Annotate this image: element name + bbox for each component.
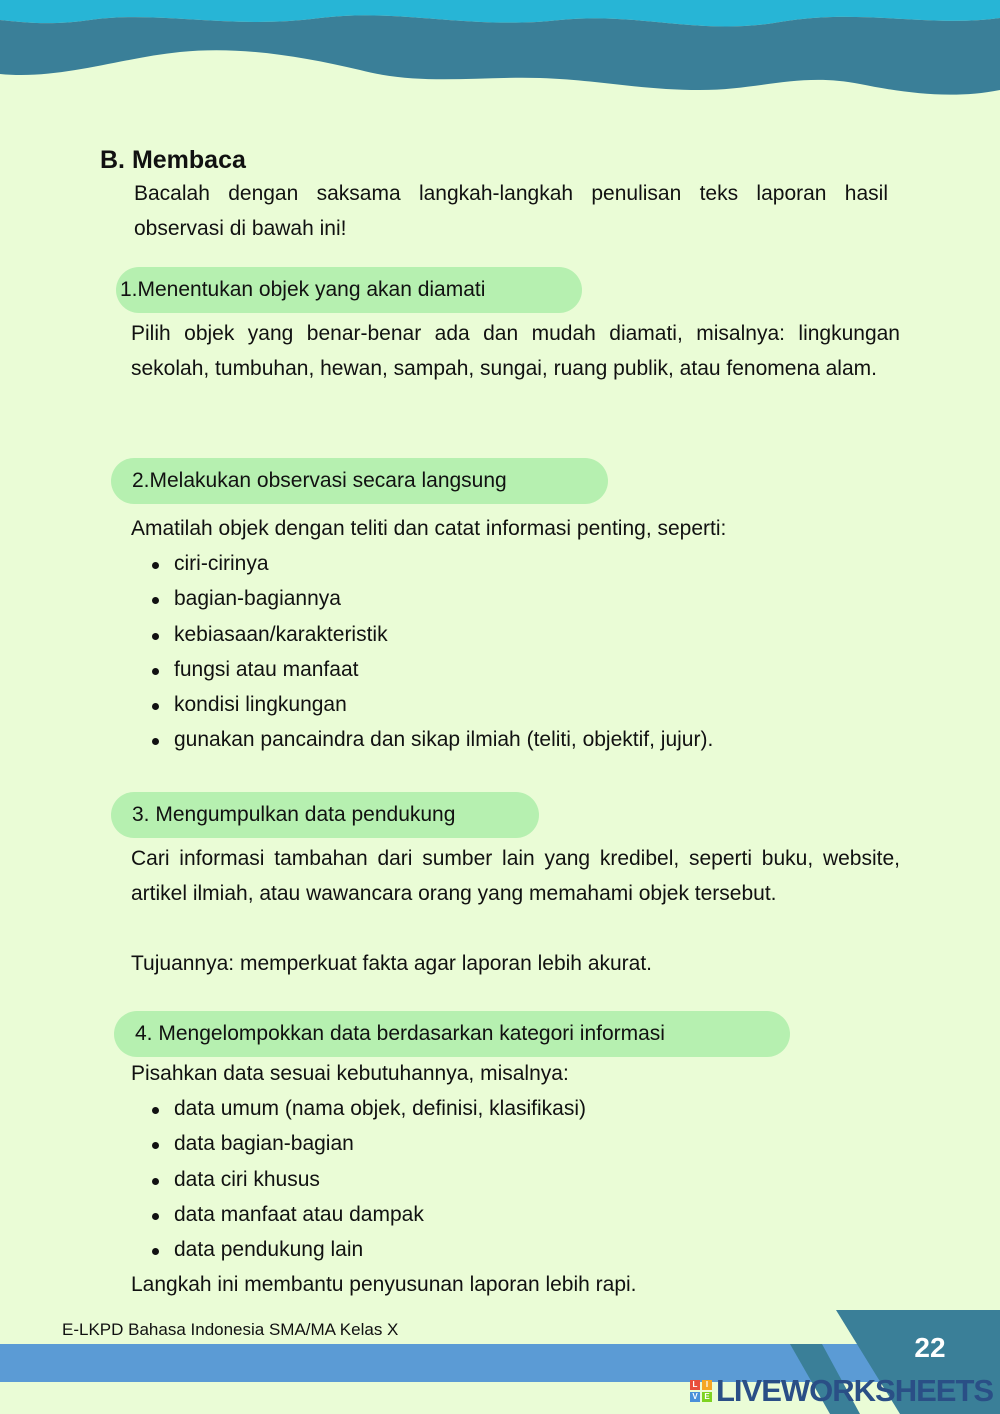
header-wave-decoration bbox=[0, 0, 1000, 110]
step-2-bullet-list bbox=[131, 546, 900, 758]
list-item: data umum (nama objek, definisi, klasifikasi) bbox=[131, 1091, 900, 1126]
list-item: fungsi atau manfaat bbox=[131, 652, 900, 687]
list-item: data pendukung lain bbox=[131, 1232, 900, 1267]
step-4-text: Pisahkan data sesuai kebutuhannya, misalnya: bbox=[131, 1062, 569, 1085]
section-title: B. Membaca bbox=[100, 146, 246, 174]
list-item: kebiasaan/karakteristik bbox=[131, 617, 900, 652]
step-1-text: Pilih objek yang benar-benar ada dan mudah diamati, misalnya: lingkungan sekolah, tumbuhan, hewan, sampah, sungai, ruang publik, atau fenomena alam. bbox=[131, 322, 900, 381]
step-2-text: Amatilah objek dengan teliti dan catat informasi penting, seperti: bbox=[131, 517, 727, 540]
liveworksheets-logo-icon: L I V E bbox=[690, 1380, 712, 1402]
step-2-heading: 2.Melakukan observasi secara langsung bbox=[111, 458, 608, 504]
step-1-heading: 1.Menentukan objek yang akan diamati bbox=[116, 267, 582, 313]
step-3-purpose: Tujuannya: memperkuat fakta agar laporan lebih akurat. bbox=[131, 952, 653, 975]
list-item: kondisi lingkungan bbox=[131, 687, 900, 722]
list-item: data bagian-bagian bbox=[131, 1126, 900, 1161]
step-3-text: Cari informasi tambahan dari sumber lain yang kredibel, seperti buku, website, artikel ilmiah, atau wawancara orang yang memahami objek tersebut. bbox=[131, 847, 900, 906]
section-intro: Bacalah dengan saksama langkah-langkah penulisan teks laporan hasil observasi di bawah ini! bbox=[134, 182, 888, 240]
list-item: data manfaat atau dampak bbox=[131, 1197, 900, 1232]
list-item: gunakan pancaindra dan sikap ilmiah (teliti, objektif, jujur). bbox=[131, 722, 900, 757]
step-3-heading: 3. Mengumpulkan data pendukung bbox=[111, 792, 539, 838]
list-item: data ciri khusus bbox=[131, 1162, 900, 1197]
watermark-text: LIVEWORKSHEETS bbox=[716, 1373, 994, 1408]
footer-book-title: E-LKPD Bahasa Indonesia SMA/MA Kelas X bbox=[62, 1320, 399, 1339]
step-4-bullet-list bbox=[131, 1091, 900, 1267]
step-4-closing: Langkah ini membantu penyusunan laporan lebih rapi. bbox=[131, 1273, 637, 1296]
list-item: bagian-bagiannya bbox=[131, 581, 900, 616]
page-number: 22 bbox=[914, 1332, 946, 1363]
step-4-heading: 4. Mengelompokkan data berdasarkan kategori informasi bbox=[114, 1011, 790, 1057]
list-item: ciri-cirinya bbox=[131, 546, 900, 581]
liveworksheets-watermark bbox=[690, 1374, 993, 1408]
